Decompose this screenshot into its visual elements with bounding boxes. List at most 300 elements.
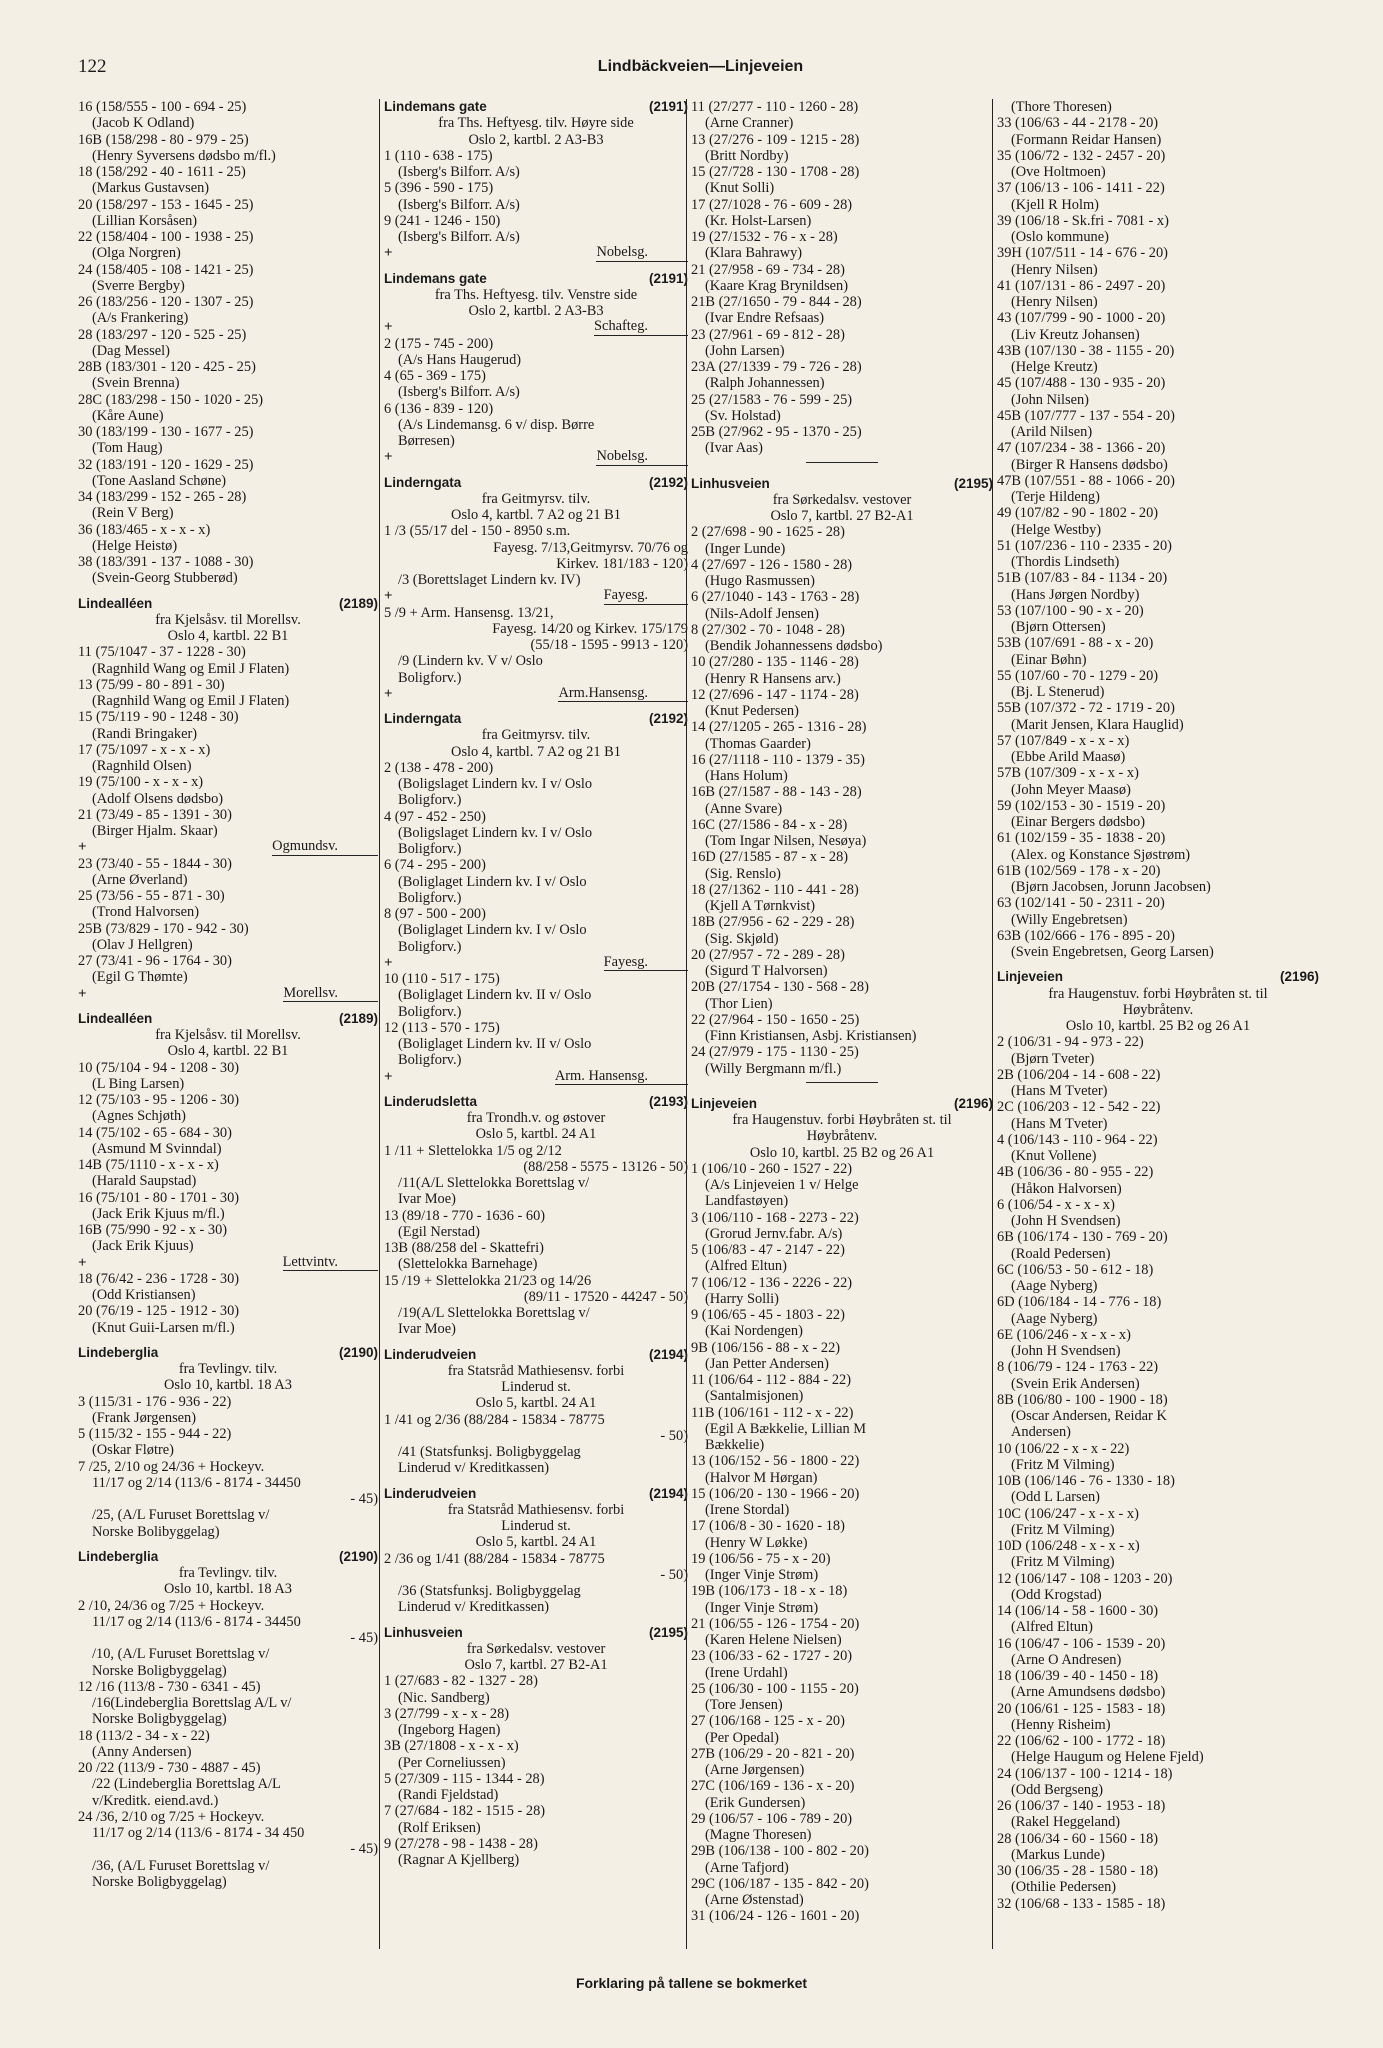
entry-continuation: Fayesg. 7/13,Geitmyrsv. 70/76 og bbox=[493, 539, 688, 556]
entry-detail: (Irene Stordal) bbox=[705, 1502, 790, 1518]
entry-detail: (A/s Linjeveien 1 v/ Helge bbox=[705, 1177, 859, 1193]
entry-detail: Landfastøyen) bbox=[705, 1193, 789, 1210]
cross-street-name: Nobelsg. bbox=[596, 245, 688, 261]
address-entry: 2 (106/31 - 94 - 973 - 22) bbox=[997, 1034, 1144, 1051]
entry-detail: (Helge Kreutz) bbox=[1011, 359, 1098, 375]
address-entry: 8 (27/302 - 70 - 1048 - 28) bbox=[691, 621, 845, 638]
address-entry: 3 (106/110 - 168 - 2273 - 22) bbox=[691, 1209, 859, 1226]
plus-icon: + bbox=[384, 245, 393, 262]
street-description: fra Kjelsåsv. til Morellsv. bbox=[155, 611, 301, 628]
entry-detail: (Hans M Tveter) bbox=[1011, 1115, 1108, 1132]
entry-detail: Boligforv.) bbox=[398, 1052, 462, 1069]
cross-street bbox=[384, 588, 688, 604]
entry-detail: (Bendik Johannessens dødsbo) bbox=[705, 638, 883, 654]
address-entry: 10D (106/248 - x - x - x) bbox=[997, 1538, 1140, 1554]
street-description: Oslo 10, kartbl. 25 B2 og 26 A1 bbox=[1065, 1018, 1251, 1034]
street-description: Oslo 5, kartbl. 24 A1 bbox=[475, 1395, 597, 1412]
entry-detail: (Boligslaget Lindern kv. I v/ Oslo bbox=[398, 824, 593, 841]
street-heading bbox=[384, 1625, 688, 1641]
entry-detail: (Tore Jensen) bbox=[705, 1697, 783, 1713]
entry-detail: (Hans M Tveter) bbox=[1011, 1083, 1108, 1099]
entry-detail: (Birger R Hansens dødsbo) bbox=[1011, 456, 1168, 473]
street-code: (2196) bbox=[953, 1095, 993, 1111]
entry-detail: (Bjørn Ottersen) bbox=[1011, 619, 1106, 635]
address-entry: 23 (106/33 - 62 - 1727 - 20) bbox=[691, 1648, 853, 1665]
street-description: fra Trondh.v. og østover bbox=[466, 1110, 606, 1126]
address-entry: 1 (27/683 - 82 - 1327 - 28) bbox=[384, 1673, 538, 1690]
address-entry: 20B (27/1754 - 130 - 568 - 28) bbox=[691, 979, 869, 996]
entry-detail: (Arne Øverland) bbox=[92, 871, 188, 888]
address-entry: 27B (106/29 - 20 - 821 - 20) bbox=[691, 1745, 855, 1762]
address-entry: 34 (183/299 - 152 - 265 - 28) bbox=[78, 489, 247, 505]
cross-street-name: Ogmundsv. bbox=[272, 839, 378, 855]
address-entry: 13 (106/152 - 56 - 1800 - 22) bbox=[691, 1453, 860, 1470]
entry-detail: (Terje Hildeng) bbox=[1011, 489, 1100, 505]
cross-street bbox=[78, 839, 378, 855]
entry-detail: (Svein-Georg Stubberød) bbox=[92, 570, 238, 587]
address-entry: 22 (158/404 - 100 - 1938 - 25) bbox=[78, 229, 254, 245]
address-entry: 13 (89/18 - 770 - 1636 - 60) bbox=[384, 1207, 546, 1224]
entry-detail: (Harry Solli) bbox=[705, 1290, 779, 1307]
entry-detail: (Sverre Bergby) bbox=[92, 277, 185, 294]
entry-detail: (Inger Vinje Strøm) bbox=[705, 1599, 819, 1616]
street-name: Lindealléen bbox=[78, 1010, 153, 1026]
address-entry: 26 (183/256 - 120 - 1307 - 25) bbox=[78, 294, 254, 310]
entry-detail: (Isberg's Bilforr. A/s) bbox=[398, 384, 520, 401]
address-entry: 3B (27/1808 - x - x - x) bbox=[384, 1738, 519, 1755]
address-entry: 61B (102/569 - 178 - x - 20) bbox=[997, 862, 1161, 879]
entry-detail: (Aage Nyberg) bbox=[1011, 1310, 1098, 1327]
entry-detail: (Olav J Hellgren) bbox=[92, 936, 193, 953]
address-entry: 1 (110 - 638 - 175) bbox=[384, 147, 493, 164]
entry-detail: /16(Lindeberglia Borettslag A/L v/ bbox=[92, 1695, 292, 1711]
address-entry: 47 (107/234 - 38 - 1366 - 20) bbox=[997, 440, 1166, 457]
address-entry: 6 (136 - 839 - 120) bbox=[384, 400, 494, 417]
entry-detail: (Ebbe Arild Maasø) bbox=[1011, 749, 1126, 765]
entry-detail: /9 (Lindern kv. V v/ Oslo bbox=[398, 653, 543, 670]
entry-detail: /22 (Lindeberglia Borettslag A/L bbox=[92, 1776, 281, 1793]
entry-detail: (Ivar Aas) bbox=[705, 440, 763, 457]
address-entry: 38 (183/391 - 137 - 1088 - 30) bbox=[78, 554, 254, 570]
plus-icon: + bbox=[384, 954, 393, 971]
entry-detail: Linderud v/ Kreditkassen) bbox=[398, 1460, 550, 1477]
address-entry: 3 (115/31 - 176 - 936 - 22) bbox=[78, 1393, 232, 1410]
address-entry: 8 (106/79 - 124 - 1763 - 22) bbox=[997, 1359, 1159, 1376]
address-entry: 18 (76/42 - 236 - 1728 - 30) bbox=[78, 1270, 240, 1287]
entry-detail: (Oscar Andersen, Reidar K bbox=[1011, 1408, 1167, 1424]
entry-detail: (Bjørn Jacobsen, Jorunn Jacobsen) bbox=[1011, 879, 1211, 895]
address-entry: 11 (27/277 - 110 - 1260 - 28) bbox=[691, 99, 859, 115]
entry-detail: (Liv Kreutz Johansen) bbox=[1011, 326, 1140, 343]
cross-street bbox=[384, 1069, 688, 1085]
address-entry: 9 (241 - 1246 - 150) bbox=[384, 212, 501, 229]
column-3 bbox=[686, 99, 993, 1949]
cross-street-name: Fayesg. bbox=[604, 588, 688, 604]
address-entry: 18 (113/2 - 34 - x - 22) bbox=[78, 1727, 210, 1744]
entry-detail: (Knut Guii-Larsen m/fl.) bbox=[92, 1319, 235, 1336]
entry-detail: (Ingeborg Hagen) bbox=[398, 1722, 501, 1738]
street-code: (2192) bbox=[648, 474, 688, 490]
entry-detail: Ivar Moe) bbox=[398, 1191, 456, 1208]
address-entry: 4 (97 - 452 - 250) bbox=[384, 808, 486, 825]
entry-detail: (Fritz M Vilming) bbox=[1011, 1554, 1115, 1571]
cross-street-name: Lettvintv. bbox=[283, 1255, 378, 1271]
street-description: fra Ths. Heftyesg. tilv. Venstre side bbox=[434, 286, 638, 303]
entry-detail: (Anne Svare) bbox=[705, 800, 783, 817]
street-name: Lindemans gate bbox=[384, 270, 487, 286]
address-entry: 24 /36, 2/10 og 7/25 + Hockeyv. bbox=[78, 1808, 265, 1825]
entry-detail: (Helge Haugum og Helene Fjeld) bbox=[1011, 1749, 1204, 1766]
entry-detail: (Markus Lunde) bbox=[1011, 1846, 1105, 1863]
entry-detail: (Grorud Jernv.fabr. A/s) bbox=[705, 1225, 843, 1242]
street-description: Oslo 4, kartbl. 7 A2 og 21 B1 bbox=[451, 507, 621, 523]
address-entry: 4 (106/143 - 110 - 964 - 22) bbox=[997, 1131, 1158, 1148]
street-heading bbox=[384, 99, 688, 115]
address-entry: 7 (27/684 - 182 - 1515 - 28) bbox=[384, 1803, 546, 1820]
plus-icon: + bbox=[384, 449, 393, 466]
entry-detail: (Hugo Rasmussen) bbox=[705, 573, 815, 589]
section-separator bbox=[691, 457, 993, 467]
street-code: (2190) bbox=[338, 1344, 378, 1360]
street-name: Linjeveien bbox=[997, 969, 1064, 985]
entry-detail: (Karen Helene Nielsen) bbox=[705, 1632, 842, 1648]
address-entry: 9 (106/65 - 45 - 1803 - 22) bbox=[691, 1307, 845, 1323]
plus-icon: + bbox=[384, 1068, 393, 1085]
address-entry: 63B (102/666 - 176 - 895 - 20) bbox=[997, 927, 1175, 944]
address-entry: 24 (27/979 - 175 - 1130 - 25) bbox=[691, 1044, 859, 1061]
entry-detail: (Arild Nilsen) bbox=[1011, 424, 1093, 440]
entry-detail: (Jack Erik Kjuus m/fl.) bbox=[92, 1205, 225, 1222]
entry-detail: (Halvor M Hørgan) bbox=[705, 1469, 818, 1486]
address-entry: 10C (106/247 - x - x - x) bbox=[997, 1505, 1139, 1522]
address-entry: 11 (106/64 - 112 - 884 - 22) bbox=[691, 1372, 852, 1388]
address-entry: 7 /25, 2/10 og 24/36 + Hockeyv. bbox=[78, 1458, 265, 1475]
entry-detail: (Kaare Krag Brynildsen) bbox=[705, 277, 849, 294]
cross-street bbox=[78, 1255, 378, 1271]
address-entry: 2B (106/204 - 14 - 608 - 22) bbox=[997, 1066, 1161, 1083]
entry-detail: (Per Corneliussen) bbox=[398, 1754, 506, 1771]
address-entry: 9B (106/156 - 88 - x - 22) bbox=[691, 1339, 841, 1356]
entry-detail: (Henry R Hansens arv.) bbox=[705, 670, 841, 687]
address-entry: 1 /11 + Slettelokka 1/5 og 2/12 bbox=[384, 1142, 562, 1159]
street-heading bbox=[78, 1549, 378, 1565]
address-entry: 45 (107/488 - 130 - 935 - 20) bbox=[997, 375, 1166, 392]
entry-detail: /36, (A/L Furuset Borettslag v/ bbox=[92, 1857, 270, 1874]
entry-detail: (Svein Brenna) bbox=[92, 375, 180, 392]
section-separator bbox=[691, 1077, 993, 1087]
street-description: fra Geitmyrsv. tilv. bbox=[481, 727, 591, 744]
cross-street-name: Nobelsg. bbox=[596, 449, 688, 465]
entry-detail: (Tom Haug) bbox=[92, 440, 163, 457]
entry-detail: (Birger Hjalm. Skaar) bbox=[92, 823, 218, 839]
street-description: Oslo 10, kartbl. 18 A3 bbox=[164, 1581, 292, 1598]
running-head: Lindbäckveien—Linjeveien bbox=[597, 58, 804, 75]
entry-detail: (Aage Nyberg) bbox=[1011, 1278, 1098, 1294]
address-entry: 14 (27/1205 - 265 - 1316 - 28) bbox=[691, 719, 867, 736]
entry-detail: (Odd L Larsen) bbox=[1011, 1489, 1100, 1506]
address-entry: 20 /22 (113/9 - 730 - 4887 - 45) bbox=[78, 1760, 261, 1776]
entry-detail: (Randi Bringaker) bbox=[92, 725, 198, 742]
address-entry: 2C (106/203 - 12 - 542 - 22) bbox=[997, 1099, 1161, 1116]
address-entry: 22 (106/62 - 100 - 1772 - 18) bbox=[997, 1733, 1166, 1749]
entry-detail: Boligforv.) bbox=[398, 889, 462, 906]
street-name: Linhusveien bbox=[384, 1624, 463, 1640]
address-entry: 23 (27/961 - 69 - 812 - 28) bbox=[691, 326, 845, 343]
entry-detail: (Thore Thoresen) bbox=[1011, 99, 1112, 115]
address-entry: 12 /16 (113/8 - 730 - 6341 - 45) bbox=[78, 1678, 261, 1695]
entry-continuation: - 50) bbox=[660, 1566, 688, 1583]
entry-detail: (Knut Solli) bbox=[705, 180, 775, 197]
cross-street-name: Schafteg. bbox=[594, 319, 688, 335]
column-1 bbox=[78, 99, 378, 1949]
street-code: (2190) bbox=[338, 1548, 378, 1564]
address-entry: 23A (27/1339 - 79 - 726 - 28) bbox=[691, 359, 862, 375]
entry-detail: Boligforv.) bbox=[398, 841, 462, 857]
address-entry: 28C (183/298 - 150 - 1020 - 25) bbox=[78, 391, 264, 408]
entry-detail: Børresen) bbox=[398, 433, 455, 449]
entry-detail: (Isberg's Bilforr. A/s) bbox=[398, 164, 520, 180]
entry-detail: (A/s Lindemansg. 6 v/ disp. Børre bbox=[398, 416, 595, 433]
address-entry: 28 (183/297 - 120 - 525 - 25) bbox=[78, 326, 247, 343]
entry-detail: (Ragnhild Olsen) bbox=[92, 758, 192, 774]
street-description: fra Ths. Heftyesg. tilv. Høyre side bbox=[438, 115, 634, 132]
street-description: Oslo 4, kartbl. 22 B1 bbox=[167, 1043, 289, 1060]
entry-detail: (Rakel Heggeland) bbox=[1011, 1814, 1121, 1831]
entry-detail: Boligforv.) bbox=[398, 792, 462, 809]
entry-detail: (A/s Frankering) bbox=[92, 310, 189, 327]
street-description: Oslo 4, kartbl. 22 B1 bbox=[167, 628, 289, 644]
street-code: (2189) bbox=[338, 595, 378, 611]
entry-detail: Ivar Moe) bbox=[398, 1321, 456, 1338]
entry-detail: (Sig. Renslo) bbox=[705, 865, 781, 882]
entry-detail: (Jan Petter Andersen) bbox=[705, 1355, 829, 1372]
entry-detail: (Irene Urdahl) bbox=[705, 1664, 788, 1681]
address-entry: 14 (106/14 - 58 - 1600 - 30) bbox=[997, 1603, 1159, 1619]
entry-detail: (Hans Jørgen Nordby) bbox=[1011, 586, 1140, 603]
page-number: 122 bbox=[78, 56, 107, 77]
entry-detail: (Alex. og Konstance Sjøstrøm) bbox=[1011, 846, 1191, 863]
address-entry: 1 /3 (55/17 del - 150 - 8950 s.m. bbox=[384, 523, 571, 540]
entry-detail: (Fritz M Vilming) bbox=[1011, 1521, 1115, 1538]
entry-detail: (Roald Pedersen) bbox=[1011, 1245, 1111, 1262]
address-entry: 13B (88/258 del - Skattefri) bbox=[384, 1240, 544, 1256]
cross-street bbox=[384, 449, 688, 465]
address-entry: 21 (106/55 - 126 - 1754 - 20) bbox=[691, 1615, 860, 1632]
address-entry: 20 (106/61 - 125 - 1583 - 18) bbox=[997, 1700, 1166, 1717]
address-entry: 32 (183/191 - 120 - 1629 - 25) bbox=[78, 456, 254, 473]
entry-detail: (Helge Westby) bbox=[1011, 521, 1102, 538]
street-description: Oslo 5, kartbl. 24 A1 bbox=[475, 1126, 597, 1143]
entry-detail: /36 (Statsfunksj. Boligbyggelag bbox=[398, 1583, 581, 1599]
address-entry: 21 (73/49 - 85 - 1391 - 30) bbox=[78, 806, 232, 823]
street-name: Lindemans gate bbox=[384, 99, 487, 114]
entry-detail: (Ragnhild Wang og Emil J Flaten) bbox=[92, 693, 290, 709]
entry-detail: (Jack Erik Kjuus) bbox=[92, 1238, 194, 1255]
cross-street-name: Morellsv. bbox=[283, 986, 378, 1002]
street-heading bbox=[384, 1094, 688, 1110]
address-entry: 8 (97 - 500 - 200) bbox=[384, 906, 486, 922]
entry-detail: (Henny Risheim) bbox=[1011, 1716, 1111, 1733]
entry-detail: (Oskar Fløtre) bbox=[92, 1442, 174, 1459]
address-entry: 57B (107/309 - x - x - x) bbox=[997, 765, 1139, 782]
entry-detail: (Boliglaget Lindern kv. I v/ Oslo bbox=[398, 873, 587, 890]
address-entry: 16B (27/1587 - 88 - 143 - 28) bbox=[691, 784, 862, 801]
street-name: Linderudveien bbox=[384, 1485, 477, 1501]
entry-detail: (Britt Nordby) bbox=[705, 147, 789, 164]
entry-continuation: - 45) bbox=[350, 1841, 378, 1858]
address-entry: 2 /10, 24/36 og 7/25 + Hockeyv. bbox=[78, 1597, 265, 1614]
address-entry: 2 (27/698 - 90 - 1625 - 28) bbox=[691, 524, 845, 541]
address-entry: 1 (106/10 - 260 - 1527 - 22) bbox=[691, 1160, 853, 1177]
address-entry: 25B (27/962 - 95 - 1370 - 25) bbox=[691, 424, 862, 440]
entry-detail: Norske Boligbyggelag) bbox=[92, 1873, 227, 1890]
address-entry: 20 (158/297 - 153 - 1645 - 25) bbox=[78, 196, 254, 213]
entry-detail: (Othilie Pedersen) bbox=[1011, 1879, 1117, 1896]
street-code: (2194) bbox=[648, 1346, 688, 1362]
entry-detail: (Svein Erik Andersen) bbox=[1011, 1375, 1140, 1392]
address-entry: 4B (106/36 - 80 - 955 - 22) bbox=[997, 1164, 1154, 1181]
entry-detail: (Knut Pedersen) bbox=[705, 703, 799, 719]
address-entry: 30 (106/35 - 28 - 1580 - 18) bbox=[997, 1863, 1159, 1879]
entry-detail: (Knut Vollene) bbox=[1011, 1148, 1097, 1164]
entry-detail: (Henry Syversens dødsbo m/fl.) bbox=[92, 147, 276, 164]
address-entry: 24 (106/137 - 100 - 1214 - 18) bbox=[997, 1765, 1173, 1782]
address-entry: 16D (27/1585 - 87 - x - 28) bbox=[691, 849, 849, 866]
address-entry: 18B (27/956 - 62 - 229 - 28) bbox=[691, 914, 855, 931]
entry-continuation: Kirkev. 181/183 - 120) bbox=[556, 555, 688, 572]
entry-detail: (Hans Holum) bbox=[705, 768, 788, 784]
street-name: Linjeveien bbox=[691, 1095, 758, 1111]
entry-detail: (Erik Gundersen) bbox=[705, 1794, 806, 1811]
entry-detail: (Thordis Lindseth) bbox=[1011, 554, 1120, 570]
entry-detail: (Randi Fjeldstad) bbox=[398, 1787, 499, 1803]
address-entry: 10 (27/280 - 135 - 1146 - 28) bbox=[691, 654, 859, 671]
street-description: fra Geitmyrsv. tilv. bbox=[481, 490, 591, 507]
address-entry: 6 (27/1040 - 143 - 1763 - 28) bbox=[691, 589, 860, 606]
address-entry: 28 (106/34 - 60 - 1560 - 18) bbox=[997, 1830, 1159, 1847]
address-entry: 41 (107/131 - 86 - 2497 - 20) bbox=[997, 277, 1166, 294]
address-entry: 5 (115/32 - 155 - 944 - 22) bbox=[78, 1426, 232, 1442]
street-code: (2191) bbox=[648, 99, 688, 114]
entry-detail: (Henry Nilsen) bbox=[1011, 294, 1098, 310]
street-description: Oslo 5, kartbl. 24 A1 bbox=[475, 1534, 597, 1551]
street-code: (2196) bbox=[1279, 969, 1319, 985]
entry-detail: (Henry W Løkke) bbox=[705, 1534, 808, 1551]
entry-detail: (Willy Engebretsen) bbox=[1011, 911, 1128, 928]
street-name: Linderngata bbox=[384, 711, 462, 726]
entry-detail: (Per Opedal) bbox=[705, 1729, 779, 1746]
address-entry: 13 (27/276 - 109 - 1215 - 28) bbox=[691, 131, 860, 148]
entry-detail: Linderud v/ Kreditkassen) bbox=[398, 1599, 550, 1616]
address-entry: 29B (106/138 - 100 - 802 - 20) bbox=[691, 1843, 869, 1860]
entry-detail: /41 (Statsfunksj. Boligbyggelag bbox=[398, 1444, 581, 1460]
address-entry: 16B (158/298 - 80 - 979 - 25) bbox=[78, 131, 249, 148]
entry-detail: (Ove Holtmoen) bbox=[1011, 164, 1106, 180]
street-description: Linderud st. bbox=[501, 1379, 571, 1395]
address-entry: 6B (106/174 - 130 - 769 - 20) bbox=[997, 1229, 1168, 1246]
address-entry: 32 (106/68 - 133 - 1585 - 18) bbox=[997, 1895, 1166, 1912]
entry-detail: (Odd Krogstad) bbox=[1011, 1586, 1102, 1603]
address-entry: 12 (75/103 - 95 - 1206 - 30) bbox=[78, 1092, 240, 1108]
cross-street bbox=[78, 986, 378, 1002]
address-entry: 19 (75/100 - x - x - x) bbox=[78, 774, 204, 791]
entry-detail: (John Larsen) bbox=[705, 342, 785, 359]
address-entry: 5 (396 - 590 - 175) bbox=[384, 180, 494, 197]
entry-detail: (Isberg's Bilforr. A/s) bbox=[398, 196, 520, 213]
entry-detail: (Adolf Olsens dødsbo) bbox=[92, 790, 224, 807]
address-entry: 8B (106/80 - 100 - 1900 - 18) bbox=[997, 1391, 1168, 1408]
address-entry: 63 (102/141 - 50 - 2311 - 20) bbox=[997, 895, 1165, 912]
plus-icon: + bbox=[78, 839, 87, 856]
entry-detail: (Kjell R Holm) bbox=[1011, 196, 1099, 213]
address-entry: 22 (27/964 - 150 - 1650 - 25) bbox=[691, 1011, 860, 1028]
address-entry: 51 (107/236 - 110 - 2335 - 20) bbox=[997, 537, 1172, 554]
street-description: Høybråtenv. bbox=[1122, 1001, 1194, 1018]
address-entry: 2 (175 - 745 - 200) bbox=[384, 335, 494, 352]
address-entry: 43 (107/799 - 90 - 1000 - 20) bbox=[997, 310, 1166, 327]
street-code: (2193) bbox=[648, 1093, 688, 1109]
street-description: fra Sørkedalsv. vestover bbox=[466, 1640, 606, 1657]
entry-detail: Bækkelie) bbox=[705, 1437, 765, 1453]
directory-columns bbox=[78, 99, 1323, 1949]
entry-detail: Norske Boligbyggelag) bbox=[92, 1711, 227, 1728]
address-entry: 5 /9 + Arm. Hansensg. 13/21, bbox=[384, 604, 554, 621]
address-entry: 6D (106/184 - 14 - 776 - 18) bbox=[997, 1294, 1162, 1311]
address-entry: 21B (27/1650 - 79 - 844 - 28) bbox=[691, 294, 862, 310]
cross-street-name: Arm. Hansensg. bbox=[555, 1069, 688, 1085]
street-description: Linderud st. bbox=[501, 1518, 571, 1534]
entry-detail: (Anny Andersen) bbox=[92, 1743, 192, 1760]
address-entry: 15 (27/728 - 130 - 1708 - 28) bbox=[691, 164, 860, 180]
street-description: fra Sørkedalsv. vestover bbox=[772, 491, 912, 508]
address-entry: 61 (102/159 - 35 - 1838 - 20) bbox=[997, 830, 1166, 847]
plus-icon: + bbox=[384, 588, 393, 605]
address-entry: 12 (106/147 - 108 - 1203 - 20) bbox=[997, 1570, 1173, 1587]
entry-detail: (Agnes Schjøth) bbox=[92, 1108, 186, 1125]
entry-detail: (Odd Kristiansen) bbox=[92, 1287, 196, 1303]
address-entry: 25 (73/56 - 55 - 871 - 30) bbox=[78, 888, 225, 904]
street-code: (2191) bbox=[648, 270, 688, 286]
entry-detail: (Trond Halvorsen) bbox=[92, 904, 199, 921]
address-entry: 11B (106/161 - 112 - x - 22) bbox=[691, 1404, 854, 1421]
entry-detail: (Olga Norgren) bbox=[92, 245, 181, 262]
page-header bbox=[78, 56, 1323, 80]
entry-detail: (Marit Jensen, Klara Hauglid) bbox=[1011, 716, 1184, 733]
entry-detail: (Asmund M Svinndal) bbox=[92, 1140, 222, 1157]
entry-detail: (John H Svendsen) bbox=[1011, 1213, 1121, 1229]
entry-continuation: (89/11 - 17520 - 44247 - 50) bbox=[523, 1288, 688, 1305]
address-entry: 16 (75/101 - 80 - 1701 - 30) bbox=[78, 1189, 240, 1206]
entry-detail: (Slettelokka Barnehage) bbox=[398, 1256, 538, 1273]
street-description: Oslo 2, kartbl. 2 A3-B3 bbox=[468, 303, 604, 319]
address-entry: 21 (27/958 - 69 - 734 - 28) bbox=[691, 261, 845, 278]
address-entry: 28B (183/301 - 120 - 425 - 25) bbox=[78, 359, 256, 375]
address-entry: 47B (107/551 - 88 - 1066 - 20) bbox=[997, 472, 1175, 489]
plus-icon: + bbox=[78, 985, 87, 1002]
street-name: Linhusveien bbox=[691, 475, 770, 491]
address-entry: 15 /19 + Slettelokka 21/23 og 14/26 bbox=[384, 1272, 592, 1289]
address-entry: 43B (107/130 - 38 - 1155 - 20) bbox=[997, 342, 1175, 359]
entry-detail: (Formann Reidar Hansen) bbox=[1011, 131, 1162, 148]
entry-detail: (Finn Kristiansen, Asbj. Kristiansen) bbox=[705, 1028, 917, 1044]
street-heading bbox=[384, 1347, 688, 1363]
entry-detail: (Inger Lunde) bbox=[705, 540, 786, 557]
entry-detail: (Alfred Eltun) bbox=[1011, 1619, 1093, 1636]
cross-street-name: Arm.Hansensg. bbox=[558, 686, 688, 702]
address-entry: 20 (76/19 - 125 - 1912 - 30) bbox=[78, 1303, 240, 1320]
entry-detail: (Rolf Eriksen) bbox=[398, 1819, 481, 1836]
street-description: fra Kjelsåsv. til Morellsv. bbox=[155, 1027, 301, 1043]
